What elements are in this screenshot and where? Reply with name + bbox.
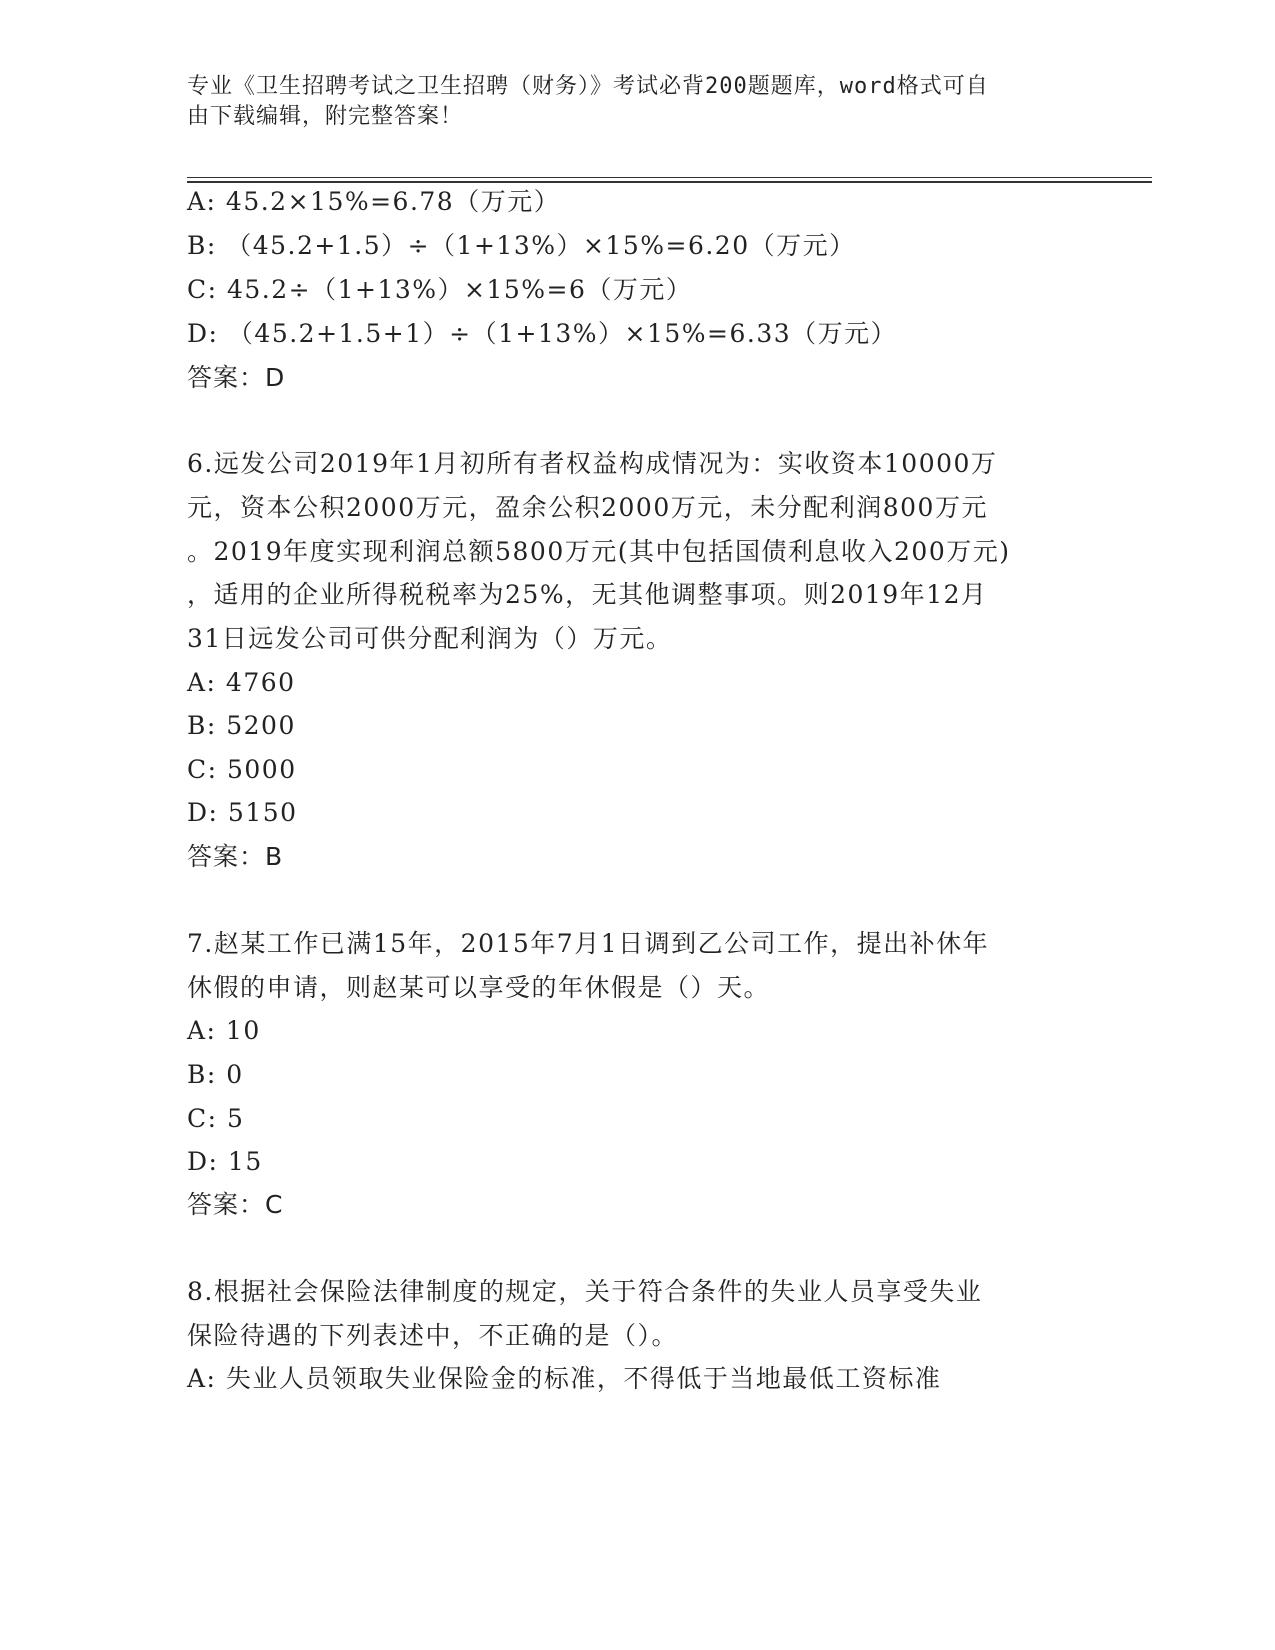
- q7-option-a: A: 10: [187, 1016, 261, 1045]
- header-divider-thick: [187, 181, 1152, 183]
- q5-option-c: C: 45.2÷（1+13%）×15%=6（万元）: [187, 275, 693, 304]
- q7-option-d: D: 15: [187, 1147, 263, 1176]
- q8-stem-line-1: 8.根据社会保险法律制度的规定，关于符合条件的失业人员享受失业: [187, 1277, 983, 1306]
- q7-stem-line-2: 休假的申请，则赵某可以享受的年休假是（）天。: [187, 973, 771, 1002]
- q5-answer: 答案：D: [187, 363, 286, 392]
- q8-option-a: A: 失业人员领取失业保险金的标准，不得低于当地最低工资标准: [187, 1364, 942, 1393]
- q5-option-d: D: （45.2+1.5+1）÷（1+13%）×15%=6.33（万元）: [187, 319, 898, 348]
- header-line-2: 由下载编辑，附完整答案！: [187, 104, 464, 129]
- header-line-1: 专业《卫生招聘考试之卫生招聘（财务）》考试必背200题题库，word格式可自: [187, 74, 989, 99]
- q6-stem-line-4: ，适用的企业所得税税率为25%，无其他调整事项。则2019年12月: [187, 580, 988, 609]
- q5-option-a: A: 45.2×15%=6.78（万元）: [187, 187, 561, 216]
- q7-option-b: B: 0: [187, 1060, 244, 1089]
- q6-stem-line-3: 。2019年度实现利润总额5800万元(其中包括国债利息收入200万元): [187, 537, 1011, 566]
- q6-option-a: A: 4760: [187, 668, 296, 697]
- q6-option-d: D: 5150: [187, 798, 298, 827]
- q8-stem-line-2: 保险待遇的下列表述中，不正确的是（）。: [187, 1321, 679, 1350]
- q6-option-b: B: 5200: [187, 711, 296, 740]
- q6-stem-line-2: 元，资本公积2000万元，盈余公积2000万元，未分配利润800万元: [187, 493, 988, 522]
- document-header: [187, 72, 1067, 132]
- q6-answer: 答案：B: [187, 842, 284, 871]
- q6-stem-line-1: 6.远发公司2019年1月初所有者权益构成情况为：实收资本10000万: [187, 449, 998, 478]
- q7-answer: 答案：C: [187, 1190, 284, 1219]
- q6-stem-line-5: 31日远发公司可供分配利润为（）万元。: [187, 624, 673, 653]
- q7-option-c: C: 5: [187, 1104, 245, 1133]
- q7-stem-line-1: 7.赵某工作已满15年，2015年7月1日调到乙公司工作，提出补休年: [187, 929, 990, 958]
- header-divider-thin: [187, 177, 1152, 178]
- q5-option-b: B: （45.2+1.5）÷（1+13%）×15%=6.20（万元）: [187, 231, 856, 260]
- q6-option-c: C: 5000: [187, 755, 297, 784]
